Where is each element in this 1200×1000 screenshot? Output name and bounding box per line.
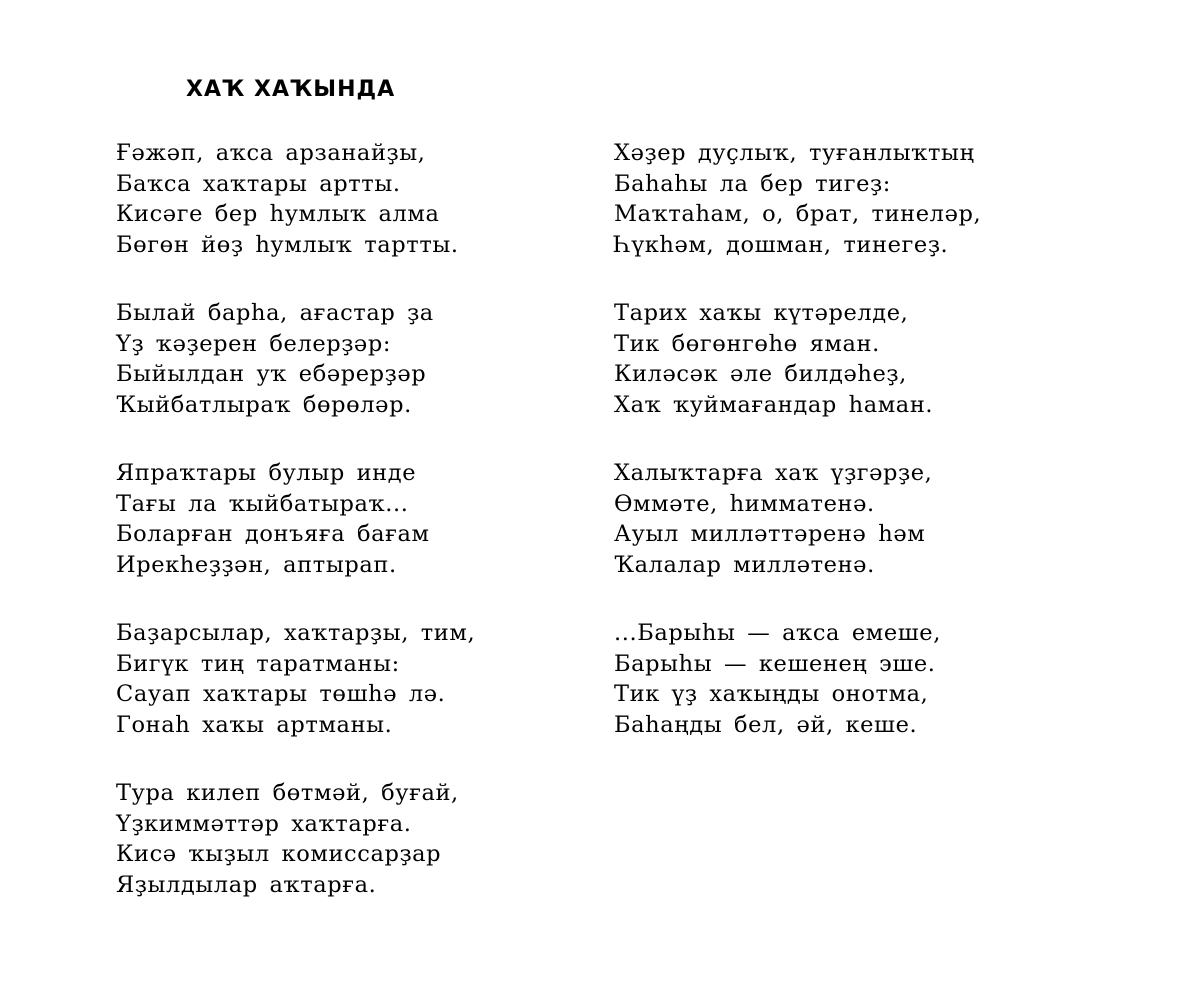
stanza <box>116 618 596 740</box>
poem-line: Сауап хаҡтары төшһә лә. <box>116 681 446 707</box>
poem-line: Үҙкиммәттәр хаҡтарға. <box>116 810 412 837</box>
poem-line: Быйылдан уҡ ебәрерҙәр <box>116 361 427 387</box>
stanza <box>614 138 1094 260</box>
poem-line: Һүкһәм, дошман, тинегеҙ. <box>614 231 949 258</box>
poem-line: Ауыл милләттәренә һәм <box>614 521 926 547</box>
poem-line: Халыҡтарға хаҡ үҙгәрҙе, <box>614 460 933 486</box>
poem-line: Яҙылдылар аҡтарға. <box>116 871 377 898</box>
poem-line: Бигүк тиң таратманы: <box>116 650 400 677</box>
poem-line: Тағы ла ҡыйбатыраҡ... <box>116 490 409 517</box>
poem-line: Ирекһеҙҙән, аптырап. <box>116 551 397 578</box>
left-column <box>116 138 596 938</box>
poem-line: Ғәжәп, аҡса арзанайҙы, <box>116 140 426 166</box>
stanza <box>116 458 596 580</box>
stanza <box>614 458 1094 580</box>
right-column <box>614 138 1094 778</box>
poem-line: Хаҡ ҡуймағандар һаман. <box>614 391 934 418</box>
poem-line: Бөгөн йөҙ һумлыҡ тартты. <box>116 231 459 258</box>
poem-line: Киләсәк әле билдәһеҙ, <box>614 361 907 387</box>
poem-line: Тик бөгөнгөһө яман. <box>614 330 880 357</box>
poem-line: Боларған донъяға бағам <box>116 521 430 547</box>
poem-line: Баҙарсылар, хаҡтарҙы, тим, <box>116 620 476 646</box>
stanza <box>614 618 1094 740</box>
poem-line: Өммәте, һимматенә. <box>614 490 875 517</box>
stanza <box>116 778 596 900</box>
poem-line: Баһаңды бел, әй, кеше. <box>614 711 918 738</box>
poem-line: Хәҙер дуҫлыҡ, туғанлыҡтың <box>614 140 975 166</box>
poem-line: Кисәге бер һумлыҡ алма <box>116 201 440 227</box>
poem-line: ...Барыһы — аҡса емеше, <box>614 620 941 646</box>
poem-line: Тик үҙ хаҡыңды онотма, <box>614 681 929 707</box>
poem-line: Ҡалалар милләтенә. <box>614 551 875 578</box>
poem-line: Кисә ҡыҙыл комиссарҙар <box>116 841 442 867</box>
poem-line: Гонаһ хаҡы артманы. <box>116 711 393 738</box>
poem-line: Маҡтаһам, о, брат, тинеләр, <box>614 201 982 227</box>
poem-line: Баһаһы ла бер тигеҙ: <box>614 170 891 197</box>
poem-line: Тарих хаҡы күтәрелде, <box>614 300 909 326</box>
poem-line: Баҡса хаҡтары артты. <box>116 170 401 197</box>
poem-line: Барыһы — кешенең эше. <box>614 650 936 677</box>
poem-line: Үҙ ҡәҙерен белерҙәр: <box>116 330 392 357</box>
stanza <box>116 298 596 420</box>
poem-line: Ҡыйбатлыраҡ бөрөләр. <box>116 391 412 418</box>
poem-line: Былай барһа, ағастар ҙа <box>116 300 434 326</box>
poem-line: Япраҡтары булыр инде <box>116 460 417 486</box>
poem-title: ХАҠ ХАҠЫНДА <box>186 77 396 102</box>
poem-line: Тура килеп бөтмәй, буғай, <box>116 780 459 806</box>
stanza <box>614 298 1094 420</box>
stanza <box>116 138 596 260</box>
